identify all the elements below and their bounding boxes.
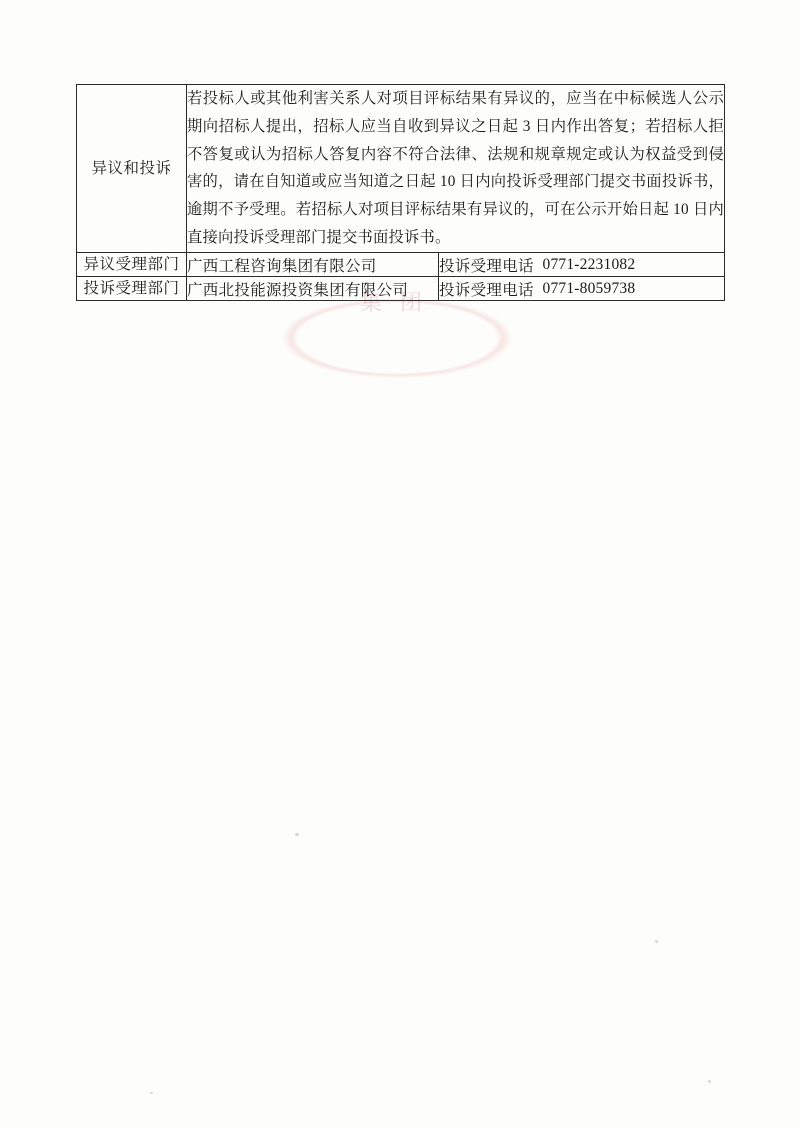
objection-and-complaint-paragraph: [187, 85, 725, 253]
objection-department-phone-label: 投诉受理电话: [439, 252, 543, 276]
complaint-department-phone-label: 投诉受理电话: [439, 277, 543, 301]
row-label-objection-department: 异议受理部门: [77, 252, 187, 276]
row-label-complaint-department: 投诉受理部门: [77, 277, 187, 301]
row-label-objection-and-complaint: 异议和投诉: [77, 85, 187, 253]
seal-watermark-text: 集团: [359, 290, 440, 315]
scan-speck: [150, 1092, 153, 1094]
scan-speck: [655, 940, 658, 943]
objection-department-organization: 广西工程咨询集团有限公司: [187, 252, 439, 276]
table-row: [77, 252, 725, 276]
complaint-department-phone-value: 0771-8059738: [543, 277, 725, 301]
scan-speck: [295, 833, 299, 836]
objection-department-phone-value: 0771-2231082: [543, 252, 725, 276]
table-row: [77, 85, 725, 253]
complaint-department-organization: 广西北投能源投资集团有限公司: [187, 277, 439, 301]
paragraph-text: 若投标人或其他利害关系人对项目评标结果有异议的，应当在中标候选人公示期向招标人提出，招标人应当自收到异议之日起 3 日内作出答复；若招标人拒不答复或认为招标人答复内容不符合法律、法规和规章规定或认为权益受到侵害的，请在自知道或应当知道之日起 10 日内向投诉受理部门提交书面投诉书，逾期不予受理。若招标人对项目评标结果有异议的，可在公示开始日起 10 日内直接向投诉受理部门提交书面投诉书。: [187, 90, 725, 247]
table-row: [77, 277, 725, 301]
scan-speck: [708, 1080, 711, 1083]
objection-and-complaint-table: [76, 84, 725, 301]
